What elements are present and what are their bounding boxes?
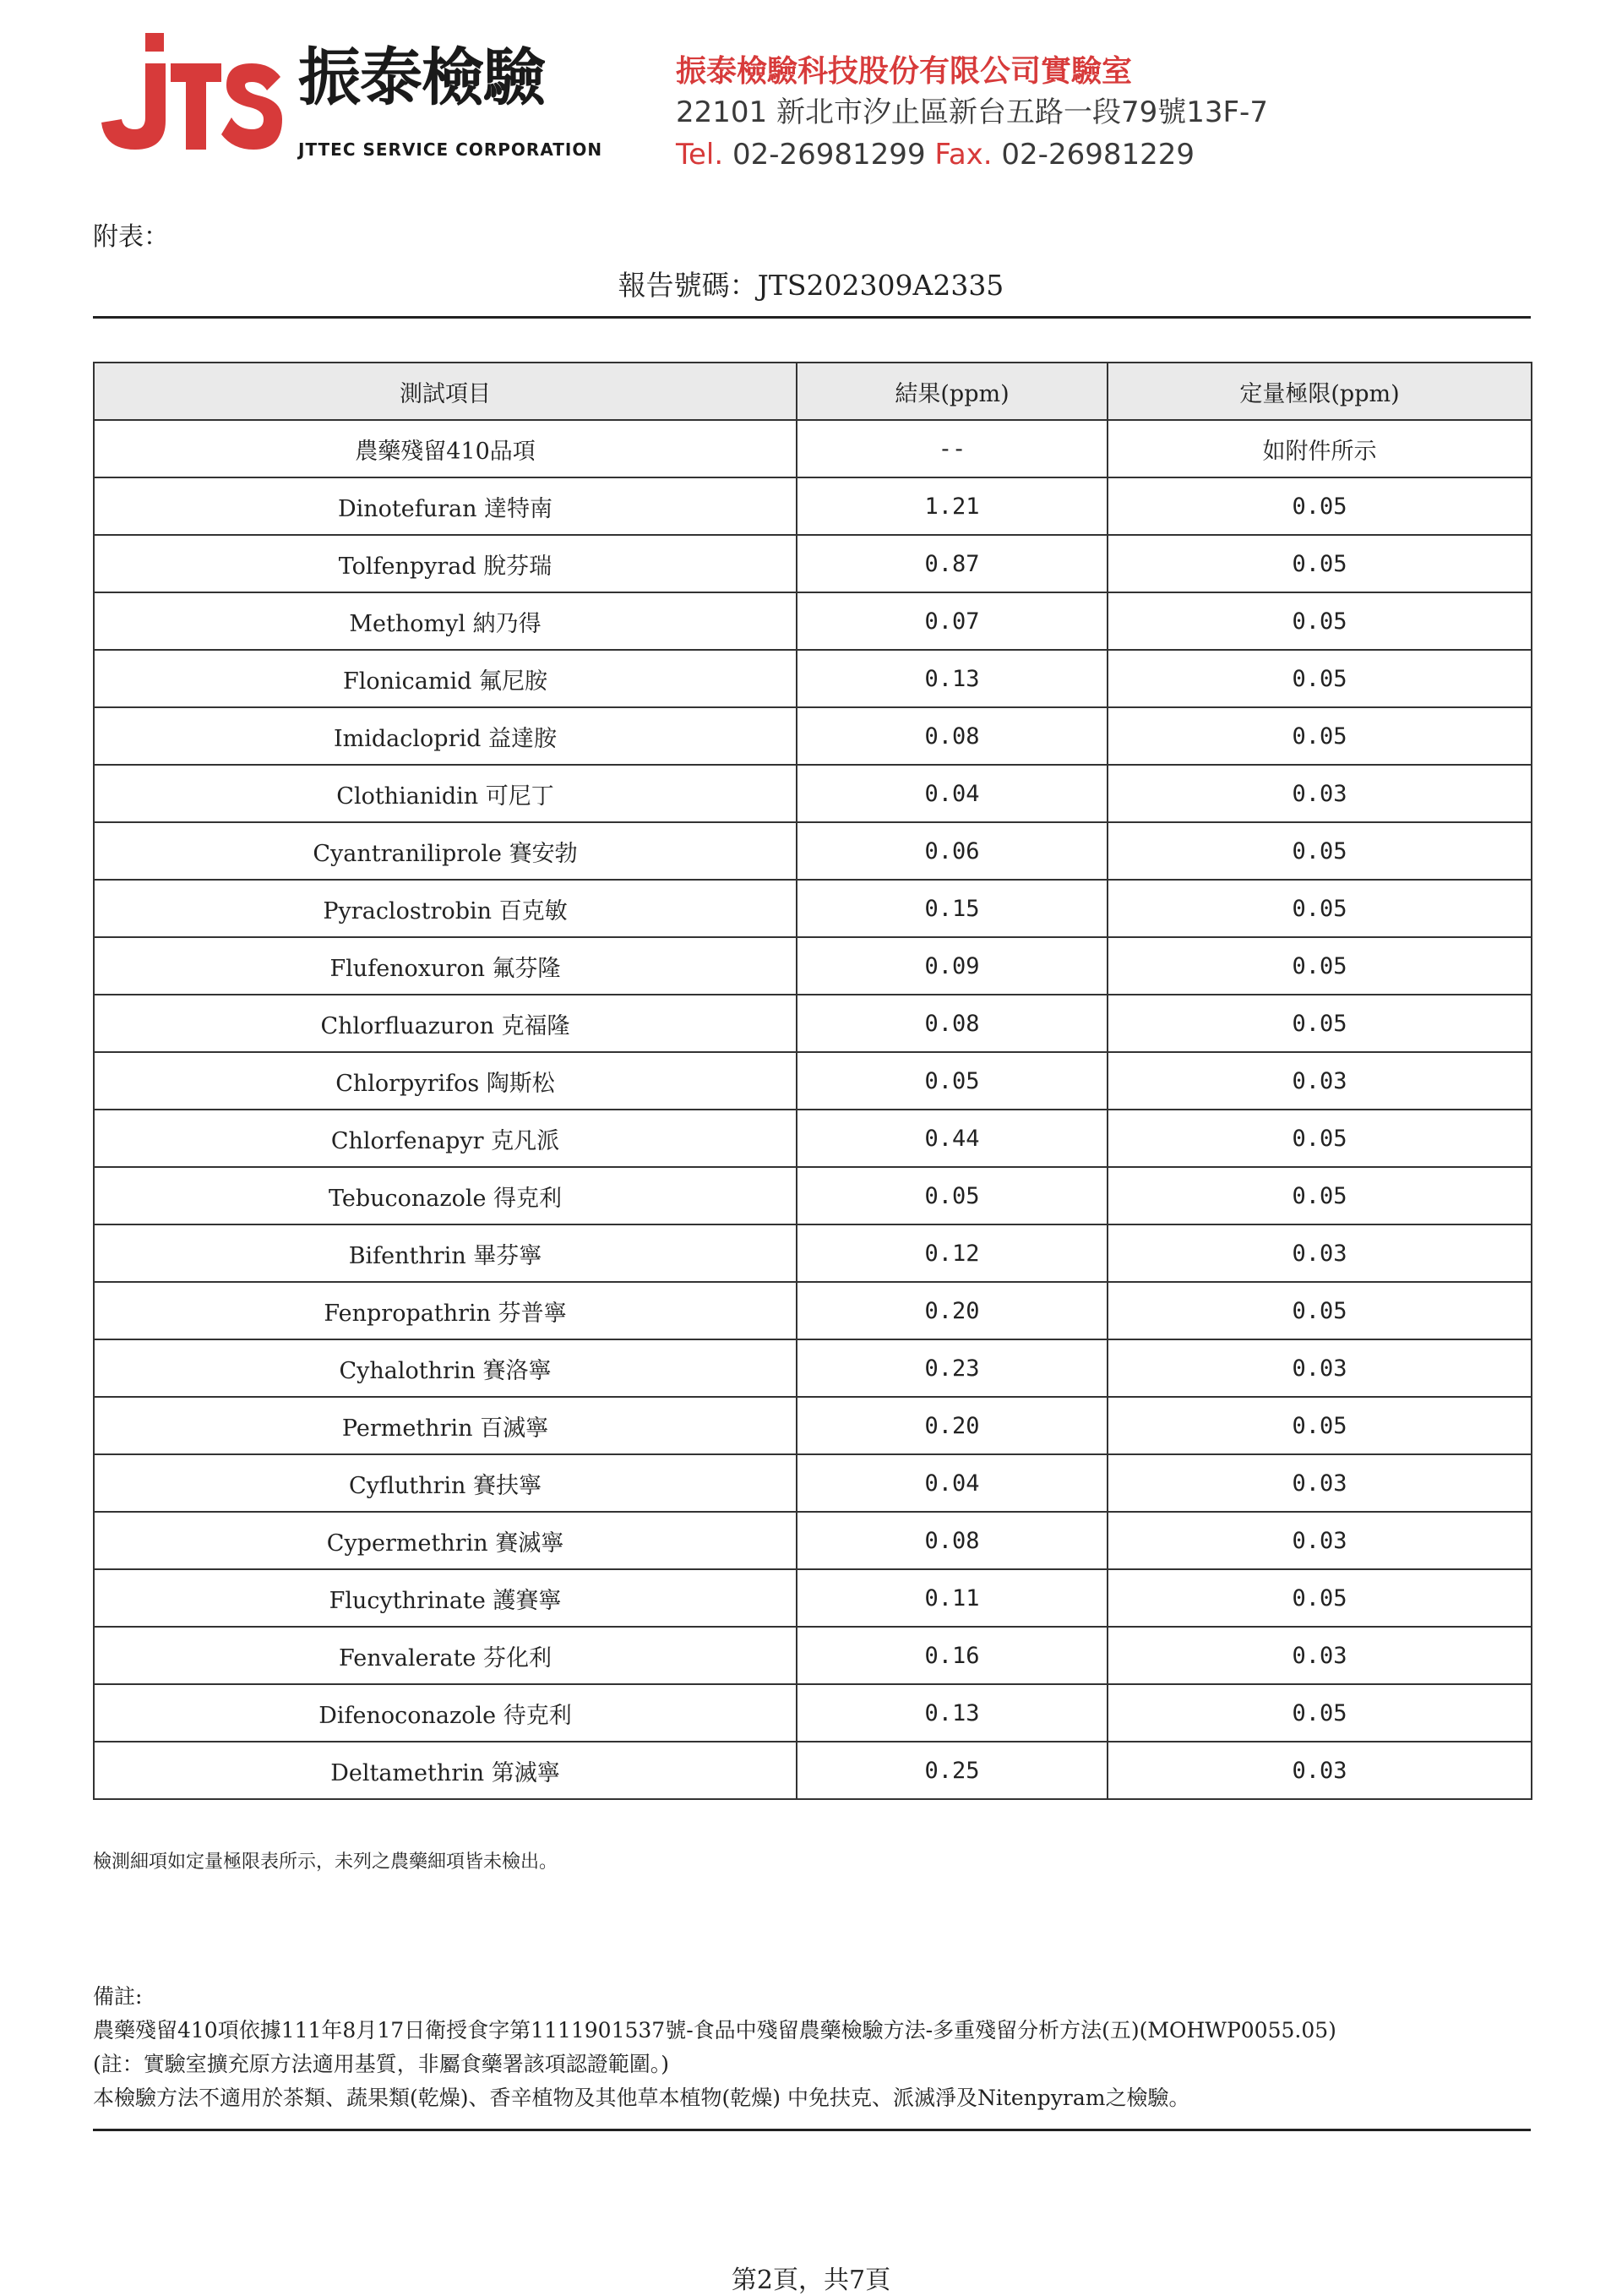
cell-result: 0.08	[797, 995, 1108, 1052]
cell-test-item: Chlorpyrifos 陶斯松	[94, 1052, 797, 1110]
cell-limit: 0.05	[1108, 1684, 1532, 1742]
cell-test-item: Flonicamid 氟尼胺	[94, 650, 797, 707]
cell-limit: 0.05	[1108, 880, 1532, 937]
cell-test-item: Dinotefuran 達特南	[94, 477, 797, 535]
table-row	[94, 1684, 1532, 1742]
remarks-line: (註：實驗室擴充原方法適用基質，非屬食藥署該項認證範圍。)	[93, 2052, 670, 2076]
table-row	[94, 650, 1532, 707]
table-row	[94, 477, 1532, 535]
jts-logo-icon	[93, 30, 283, 156]
cell-result: 0.05	[797, 1052, 1108, 1110]
cell-test-item: Cypermethrin 賽滅寧	[94, 1512, 797, 1569]
cell-limit: 0.05	[1108, 535, 1532, 592]
company-name: 振泰檢驗科技股份有限公司實驗室	[676, 54, 1133, 89]
table-row	[94, 765, 1532, 822]
cell-limit: 0.03	[1108, 765, 1532, 822]
cell-limit: 0.05	[1108, 707, 1532, 765]
company-info	[676, 52, 1521, 176]
table-row	[94, 1052, 1532, 1110]
cell-result: 0.04	[797, 1454, 1108, 1512]
page-number: 第2頁，共7頁	[731, 2266, 891, 2295]
table-row	[94, 1110, 1532, 1167]
remarks	[93, 1980, 1538, 2115]
cell-limit: 0.03	[1108, 1512, 1532, 1569]
cell-test-item: Methomyl 納乃得	[94, 592, 797, 650]
cell-limit: 0.05	[1108, 995, 1532, 1052]
cell-test-item: Difenoconazole 待克利	[94, 1684, 797, 1742]
table-row	[94, 1339, 1532, 1397]
fax-label: Fax.	[934, 138, 993, 172]
remarks-line: 本檢驗方法不適用於茶類、蔬果類(乾燥)、香辛植物及其他草本植物(乾燥) 中免扶克、派滅淨及Nitenpyram之檢驗。	[93, 2086, 1190, 2110]
cell-test-item: Cyantraniliprole 賽安勃	[94, 822, 797, 880]
cell-result: 0.11	[797, 1569, 1108, 1627]
table-row	[94, 995, 1532, 1052]
cell-limit: 0.03	[1108, 1454, 1532, 1512]
table-row	[94, 880, 1532, 937]
cell-limit: 0.05	[1108, 1282, 1532, 1339]
cell-test-item: Chlorfluazuron 克福隆	[94, 995, 797, 1052]
cell-result: 0.25	[797, 1742, 1108, 1799]
table-row	[94, 1742, 1532, 1799]
table-note: 檢測細項如定量極限表所示，未列之農藥細項皆未檢出。	[93, 1852, 558, 1873]
cell-test-item: Fenpropathrin 芬普寧	[94, 1282, 797, 1339]
cell-limit: 0.03	[1108, 1224, 1532, 1282]
table-row	[94, 592, 1532, 650]
cell-test-item: 農藥殘留410品項	[94, 420, 797, 477]
remarks-title: 備註:	[93, 1984, 143, 2009]
cell-limit: 0.05	[1108, 1167, 1532, 1224]
cell-result: 0.08	[797, 1512, 1108, 1569]
tel-number: 02-26981299	[732, 138, 926, 172]
cell-result: 0.13	[797, 650, 1108, 707]
bottom-divider	[93, 2129, 1531, 2131]
table-body	[94, 420, 1532, 1799]
cell-result: 0.09	[797, 937, 1108, 995]
cell-result: 0.04	[797, 765, 1108, 822]
company-address: 22101 新北市汐止區新台五路一段79號13F-7	[676, 95, 1268, 129]
cell-test-item: Imidacloprid 益達胺	[94, 707, 797, 765]
cell-result: 0.20	[797, 1282, 1108, 1339]
cell-result: 0.23	[797, 1339, 1108, 1397]
cell-result: 0.44	[797, 1110, 1108, 1167]
cell-limit: 0.05	[1108, 1569, 1532, 1627]
cell-result: 0.05	[797, 1167, 1108, 1224]
results-table	[93, 362, 1532, 1800]
cell-result: 0.08	[797, 707, 1108, 765]
cell-test-item: Flucythrinate 護賽寧	[94, 1569, 797, 1627]
table-row	[94, 707, 1532, 765]
brand-name-zh: 振泰檢驗	[298, 41, 545, 114]
table-row	[94, 1512, 1532, 1569]
cell-result: 0.12	[797, 1224, 1108, 1282]
cell-result: --	[797, 420, 1108, 477]
cell-test-item: Tebuconazole 得克利	[94, 1167, 797, 1224]
cell-test-item: Clothianidin 可尼丁	[94, 765, 797, 822]
cell-limit: 0.05	[1108, 477, 1532, 535]
header-result: 結果(ppm)	[797, 363, 1108, 420]
cell-test-item: Permethrin 百滅寧	[94, 1397, 797, 1454]
cell-limit: 0.05	[1108, 650, 1532, 707]
table-row	[94, 1397, 1532, 1454]
cell-test-item: Chlorfenapyr 克凡派	[94, 1110, 797, 1167]
cell-result: 1.21	[797, 477, 1108, 535]
table-row	[94, 937, 1532, 995]
cell-test-item: Tolfenpyrad 脫芬瑞	[94, 535, 797, 592]
cell-limit: 0.03	[1108, 1052, 1532, 1110]
cell-limit: 0.03	[1108, 1339, 1532, 1397]
cell-limit: 0.05	[1108, 1397, 1532, 1454]
top-divider	[93, 316, 1531, 319]
cell-limit: 0.05	[1108, 937, 1532, 995]
cell-result: 0.06	[797, 822, 1108, 880]
cell-limit: 0.03	[1108, 1627, 1532, 1684]
cell-test-item: Cyhalothrin 賽洛寧	[94, 1339, 797, 1397]
brand-name-block	[298, 41, 661, 160]
cell-result: 0.16	[797, 1627, 1108, 1684]
header-limit: 定量極限(ppm)	[1108, 363, 1532, 420]
table-row	[94, 1627, 1532, 1684]
cell-test-item: Pyraclostrobin 百克敏	[94, 880, 797, 937]
cell-limit: 如附件所示	[1108, 420, 1532, 477]
cell-test-item: Bifenthrin 畢芬寧	[94, 1224, 797, 1282]
company-contact	[676, 134, 1521, 176]
cell-test-item: Deltamethrin 第滅寧	[94, 1742, 797, 1799]
table-row	[94, 420, 1532, 477]
table-row	[94, 822, 1532, 880]
cell-limit: 0.05	[1108, 822, 1532, 880]
table-row	[94, 535, 1532, 592]
cell-limit: 0.03	[1108, 1742, 1532, 1799]
remarks-line: 農藥殘留410項依據111年8月17日衛授食字第1111901537號-食品中殘留農藥檢驗方法-多重殘留分析方法(五)(MOHWP0055.05)	[93, 2018, 1336, 2042]
report-number: 報告號碼：JTS202309A2335	[618, 269, 1004, 302]
cell-limit: 0.05	[1108, 592, 1532, 650]
fax-number: 02-26981229	[1001, 138, 1195, 172]
annex-label: 附表：	[93, 222, 169, 252]
table-row	[94, 1167, 1532, 1224]
header-test-item: 測試項目	[94, 363, 797, 420]
brand-name-en: JTTEC SERVICE CORPORATION	[298, 139, 603, 160]
cell-test-item: Flufenoxuron 氟芬隆	[94, 937, 797, 995]
cell-result: 0.07	[797, 592, 1108, 650]
table-row	[94, 1569, 1532, 1627]
cell-result: 0.20	[797, 1397, 1108, 1454]
table-row	[94, 1282, 1532, 1339]
cell-result: 0.87	[797, 535, 1108, 592]
tel-label: Tel.	[676, 138, 724, 172]
cell-test-item: Cyfluthrin 賽扶寧	[94, 1454, 797, 1512]
cell-result: 0.15	[797, 880, 1108, 937]
table-row	[94, 1224, 1532, 1282]
letterhead	[93, 25, 1529, 172]
cell-limit: 0.05	[1108, 1110, 1532, 1167]
table-row	[94, 1454, 1532, 1512]
table-header-row	[94, 363, 1532, 420]
cell-test-item: Fenvalerate 芬化利	[94, 1627, 797, 1684]
cell-result: 0.13	[797, 1684, 1108, 1742]
